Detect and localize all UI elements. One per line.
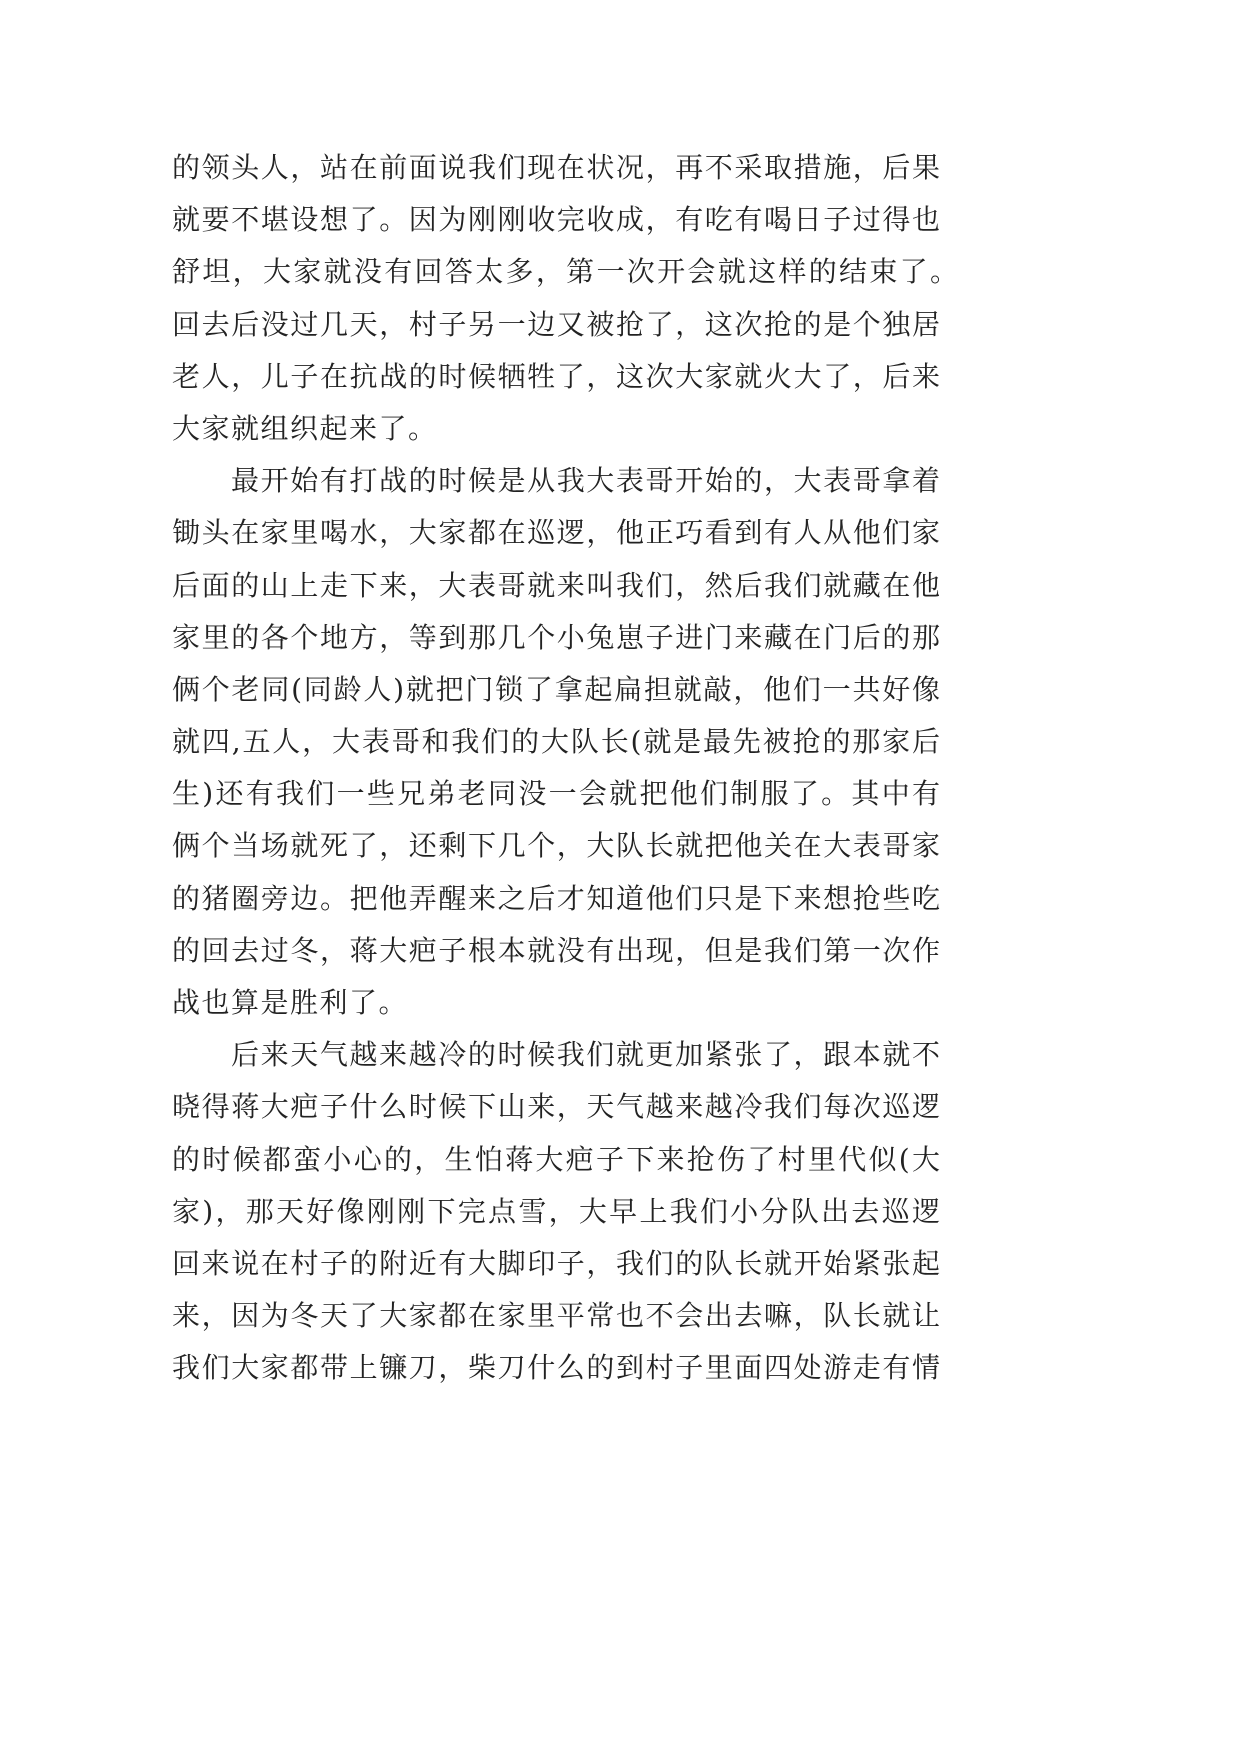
text-line: 回来说在村子的附近有大脚印子，我们的队长就开始紧张起: [172, 1246, 940, 1280]
paragraph-2: [172, 455, 962, 1029]
text-line: 后来天气越来越冷的时候我们就更加紧张了，跟本就不: [231, 1038, 940, 1072]
document-page: [172, 142, 962, 1395]
text-line: 俩个当场就死了，还剩下几个，大队长就把他关在大表哥家: [172, 829, 940, 863]
text-line: 老人，儿子在抗战的时候牺牲了，这次大家就火大了，后来: [172, 359, 940, 393]
text-line: 的领头人，站在前面说我们现在状况，再不采取措施，后果: [172, 151, 940, 184]
text-line: 最开始有打战的时候是从我大表哥开始的，大表哥拿着: [231, 464, 940, 498]
text-line: 的回去过冬，蒋大疤子根本就没有出现，但是我们第一次作: [172, 933, 940, 967]
text-line: 的猪圈旁边。把他弄醒来之后才知道他们只是下来想抢些吃: [172, 881, 940, 915]
text-line: 大家就组织起来了。: [172, 411, 438, 445]
text-line: 战也算是胜利了。: [172, 986, 409, 1019]
text-line: 俩个老同(同龄人)就把门锁了拿起扁担就敲，他们一共好像: [172, 672, 940, 706]
text-line: 来，因为冬天了大家都在家里平常也不会出去嘛，队长就让: [172, 1299, 940, 1333]
text-line: 后面的山上走下来，大表哥就来叫我们，然后我们就藏在他: [172, 568, 940, 602]
paragraph-1: [172, 142, 962, 455]
text-line: 就四,五人，大表哥和我们的大队长(就是最先被抢的那家后: [172, 725, 940, 759]
text-line: 锄头在家里喝水，大家都在巡逻，他正巧看到有人从他们家: [172, 516, 940, 550]
text-line: 家里的各个地方，等到那几个小兔崽子进门来藏在门后的那: [172, 620, 940, 654]
paragraph-3: [172, 1029, 962, 1394]
text-line: 回去后没过几天，村子另一边又被抢了，这次抢的是个独居: [172, 307, 940, 341]
text-line: 舒坦，大家就没有回答太多，第一次开会就这样的结束了。: [172, 255, 958, 289]
text-line: 的时候都蛮小心的，生怕蒋大疤子下来抢伤了村里代似(大: [172, 1142, 940, 1176]
text-line: 就要不堪设想了。因为刚刚收完收成，有吃有喝日子过得也: [172, 203, 940, 237]
text-line: 家)，那天好像刚刚下完点雪，大早上我们小分队出去巡逻: [172, 1194, 940, 1228]
text-line: 生)还有我们一些兄弟老同没一会就把他们制服了。其中有: [172, 777, 940, 811]
text-line: 晓得蒋大疤子什么时候下山来，天气越来越冷我们每次巡逻: [172, 1090, 940, 1124]
text-line: 我们大家都带上镰刀，柴刀什么的到村子里面四处游走有情: [172, 1351, 940, 1385]
